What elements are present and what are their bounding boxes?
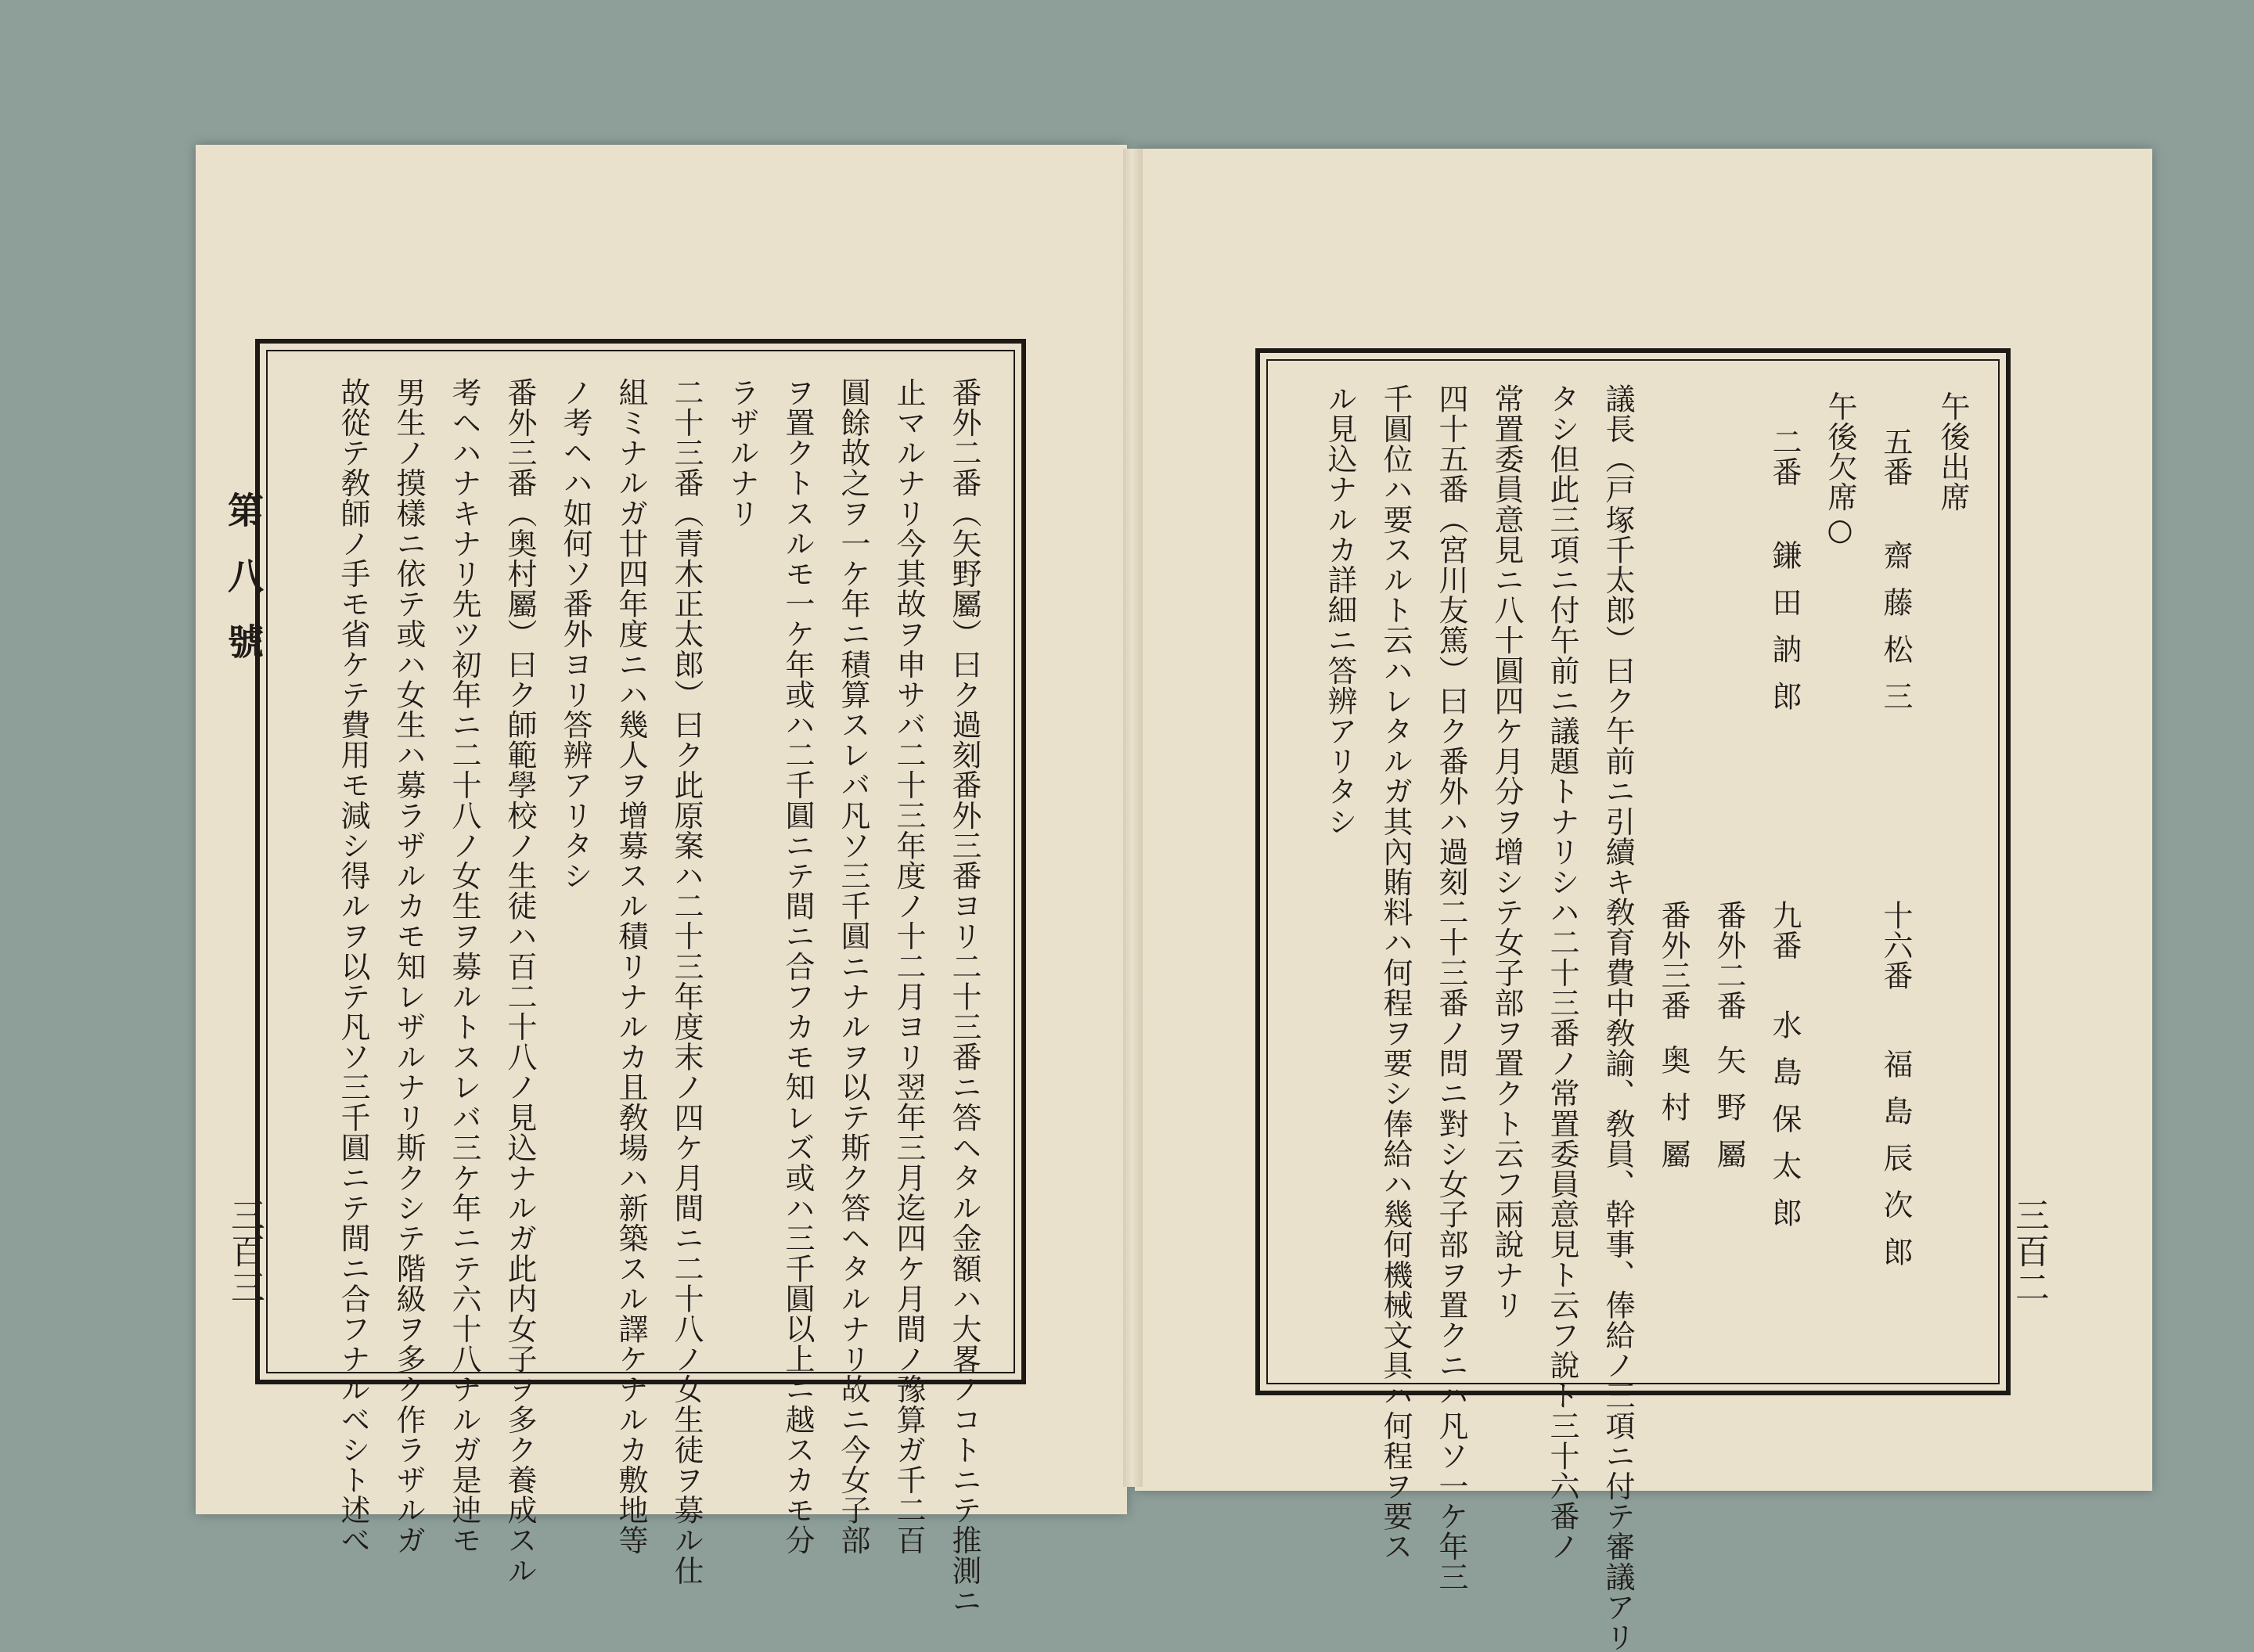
left-line-3: 圓餘故之ヲ一ケ年ニ積算スレバ凡ソ三千圓ニナルヲ以テ斯ク答ヘタルナリ故ニ今女子部	[836, 377, 870, 1556]
left-line-11: 男生ノ摸樣ニ依テ或ハ女生ハ募ラザルカモ知レザルナリ斯クシテ階級ヲ多ク作ラザルガ	[391, 377, 426, 1556]
right-line-1: 議長（戸塚千太郎）曰ク午前ニ引續キ敎育費中敎諭、敎員、幹事、俸給ノ三項ニ付テ審議アリ	[1600, 383, 1635, 1652]
left-line-5: ラザルナリ	[725, 377, 759, 528]
left-line-2: 止マルナリ今其故ヲ申サバ二十三年度ノ十二月ヨリ翌年三月迄四ケ月間ノ豫算ガ千二百	[891, 377, 926, 1556]
left-line-6: 二十三番（青木正太郎）曰ク此原案ハ二十三年度末ノ四ケ月間ニ二十八ノ女生徒ヲ募ル仕	[669, 377, 704, 1585]
right-line-3: 常置委員意見ニ八十圓四ケ月分ヲ增シテ女子部ヲ置クト云フ兩說ナリ	[1489, 383, 1524, 1320]
left-page-number: 三百三	[225, 1197, 265, 1305]
left-line-10: 考ヘハナキナリ先ツ初年ニ二十八ノ女生ヲ募ルトスレバ三ケ年ニテ六十八ナルガ是迚モ	[447, 377, 481, 1556]
absent-seat-3: 番外二番	[1712, 900, 1746, 1021]
absent-name-2: 水島保太郎	[1767, 1010, 1802, 1244]
right-page-number: 三百二	[2009, 1197, 2049, 1305]
absent-name-3: 矢野屬	[1712, 1045, 1746, 1186]
left-line-7: 組ミナルガ廿四年度ニハ幾人ヲ增募スル積リナルカ且敎場ハ新築スル譯ケナルカ敷地等	[614, 377, 648, 1556]
present-name-1: 齋藤松三	[1878, 540, 1913, 728]
present-label: 午後出席	[1935, 391, 1970, 513]
right-line-5: 千圓位ハ要スルト云ハレタルガ其內賄料ハ何程ヲ要シ俸給ハ幾何機械文具ハ何程ヲ要ス	[1378, 383, 1413, 1562]
absent-seat-2: 九番	[1767, 900, 1802, 961]
absent-name-1: 鎌田訥郎	[1767, 540, 1802, 728]
present-name-2: 福島辰次郎	[1878, 1049, 1913, 1283]
left-line-12: 故從テ敎師ノ手モ省ケテ費用モ減シ得ルヲ以テ凡ソ三千圓ニテ間ニ合フナルベシト述べ	[336, 377, 370, 1556]
absent-seat-4: 番外三番	[1656, 900, 1690, 1021]
right-line-6: ル見込ナルカ詳細ニ答辨アリタシ	[1323, 383, 1357, 837]
left-line-4: ヲ置クトスルモ一ケ年或ハ二千圓ニテ間ニ合フカモ知レズ或ハ三千圓以上ニ越スカモ分	[780, 377, 815, 1556]
left-line-8: ノ考ヘハ如何ソ番外ヨリ答辨アリタシ	[558, 377, 592, 891]
absent-name-4: 奥村屬	[1656, 1045, 1690, 1186]
right-line-2: タシ但此三項ニ付午前ニ議題トナリシハ二十三番ノ常置委員意見ト云フ說ト三十六番ノ	[1545, 383, 1579, 1562]
issue-header: 第八號	[222, 491, 265, 689]
left-line-9: 番外三番（奥村屬）曰ク師範學校ノ生徒ハ百二十八ノ見込ナルガ此内女子ヲ多ク養成スル	[502, 377, 537, 1585]
present-seat-2: 十六番	[1878, 900, 1913, 991]
absent-label: 午後欠席○	[1823, 391, 1857, 547]
book-gutter	[1123, 149, 1143, 1487]
left-line-1: 番外二番（矢野屬）曰ク過刻番外三番ヨリ二十三番ニ答ヘタル金額ハ大畧ノコトニテ推測ニ	[947, 377, 981, 1616]
right-line-4: 四十五番（宮川友篤）曰ク番外ハ過刻二十三番ノ問ニ對シ女子部ヲ置クニハ凡ソ一ケ年三	[1434, 383, 1468, 1592]
present-seat-1: 五番	[1878, 426, 1913, 488]
absent-seat-1: 二番	[1767, 426, 1802, 488]
